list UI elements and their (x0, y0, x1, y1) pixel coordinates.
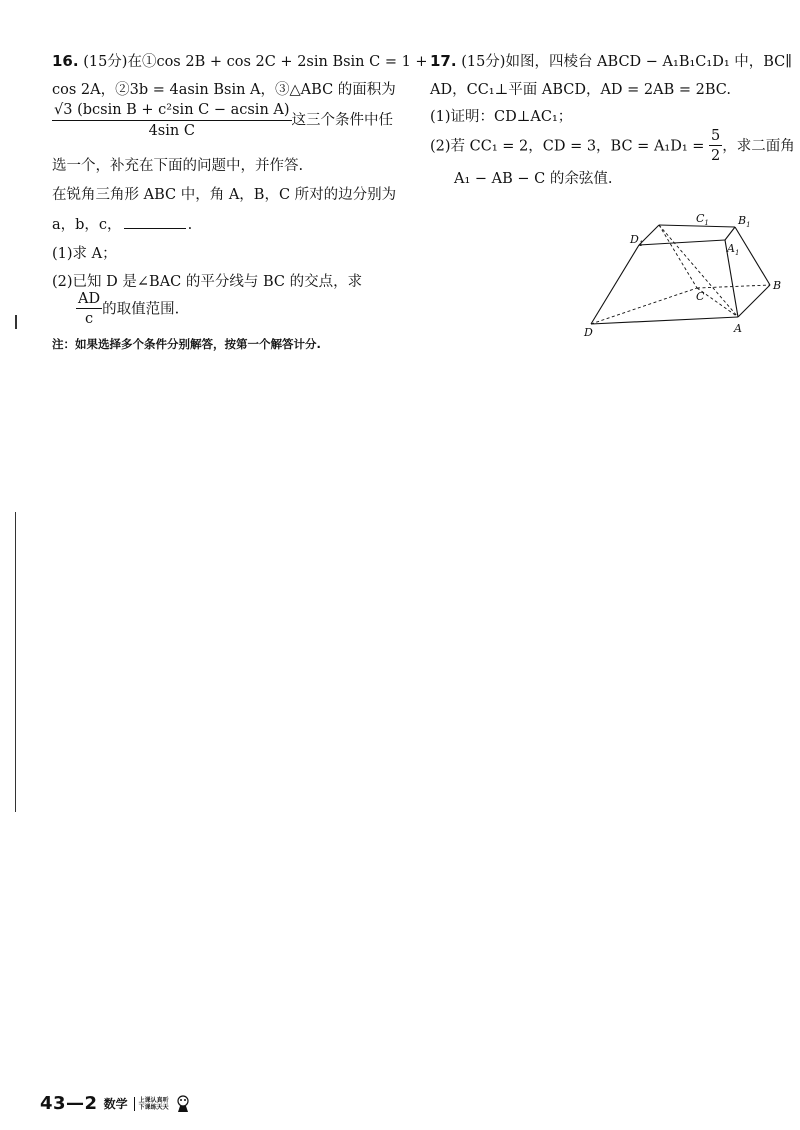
edge-d-c-hidden (591, 288, 697, 324)
label-b1: $B_1$ (738, 214, 751, 229)
page-number: 43—2 (40, 1093, 98, 1114)
q16-area-fraction (52, 103, 292, 138)
label-d1: $D_1$ (630, 233, 644, 248)
q16-ratio-fraction (76, 292, 102, 327)
edge-b1-b (735, 227, 770, 285)
q17-part-2-line-2: A₁ − AB − C 的余弦值. (454, 170, 613, 187)
q16-area-denominator: 4sin C (148, 122, 195, 139)
q16-ratio-numerator: AD (76, 292, 102, 310)
edge-d1-d (591, 245, 639, 324)
frustum-figure (578, 208, 788, 343)
q17-line-1 (430, 54, 790, 70)
q16-points: (15分) (83, 54, 128, 70)
q16-line-3 (52, 103, 414, 138)
q16-part-2-line-2 (76, 292, 438, 327)
question-17 (430, 44, 795, 187)
q17-points: (15分) (461, 54, 506, 70)
edge-d-a (591, 317, 738, 324)
q17-text-1: 如图，四棱台 ABCD − A₁B₁C₁D₁ 中，BC∥ (505, 54, 792, 70)
scan-margin-line (15, 512, 16, 812)
edge-a-b (738, 285, 770, 317)
q16-line-5: 在锐角三角形 ABC 中，角 A，B，C 所对的边分别为 (52, 186, 397, 203)
q16-note: 注：如果选择多个条件分别解答，按第一个解答计分. (52, 336, 321, 351)
q16-number: 16. (52, 52, 79, 70)
edge-d1-a1 (639, 240, 725, 245)
q17-fraction-numerator: 5 (709, 129, 722, 147)
q16-line-1 (52, 52, 428, 70)
q17-part-2-text-b: ，求二面角 (722, 138, 795, 154)
q16-line-4: 选一个，补充在下面的问题中，并作答. (52, 158, 304, 174)
q16-answer-blank (124, 216, 186, 229)
q17-line-2: AD，CC₁⊥平面 ABCD，AD = 2AB = 2BC. (430, 81, 731, 98)
edge-c1-b1 (659, 225, 735, 227)
q16-line-6 (52, 216, 414, 233)
q17-part-2-text-a: (2)若 CC₁ = 2，CD = 3，BC = A₁D₁ = (430, 138, 705, 154)
label-a1: $A_1$ (727, 242, 740, 257)
mascot-icon (175, 1095, 191, 1113)
page-footer (40, 1093, 191, 1114)
q16-line-2: cos 2A，②3b = 4asin Bsin A，③△ABC 的面积为 (52, 81, 396, 98)
q16-text-6: a，b，c， (52, 217, 122, 233)
q16-text-6-end: . (187, 217, 193, 233)
q17-part-1: (1)证明：CD⊥AC₁； (430, 109, 573, 125)
subject-label: 数学 (103, 1097, 128, 1111)
scan-margin-mark (15, 315, 17, 329)
q17-length-fraction (709, 129, 722, 164)
edge-c1-c-hidden (659, 225, 697, 288)
label-d: D (584, 326, 593, 339)
label-b: B (773, 279, 782, 292)
q16-part-2: (2)已知 D 是∠BAC 的平分线与 BC 的交点，求 (52, 274, 363, 290)
question-16 (52, 44, 428, 351)
series-line-2: 下课练天天 (138, 1103, 169, 1111)
label-a: A (734, 322, 742, 335)
series-line-1: 上课认真听 (138, 1096, 169, 1104)
q17-part-2 (430, 127, 795, 164)
q16-part-1: (1)求 A； (52, 245, 117, 262)
q17-number: 17. (430, 52, 457, 70)
q16-part-2-tail: 的取值范围. (102, 301, 180, 317)
q16-text-3: 这三个条件中任 (291, 112, 394, 129)
q16-ratio-denominator: c (84, 311, 94, 327)
label-c1: $C_1$ (696, 212, 709, 227)
series-slogan (134, 1097, 169, 1111)
label-c: C (696, 290, 705, 303)
q16-text-1: 在①cos 2B + cos 2C + 2sin Bsin C = 1 + (127, 54, 428, 70)
q16-area-numerator: √3 (bcsin B + c²sin C − acsin A) (52, 103, 292, 121)
q17-fraction-denominator: 2 (711, 148, 721, 164)
edge-a1-b1 (725, 227, 735, 240)
